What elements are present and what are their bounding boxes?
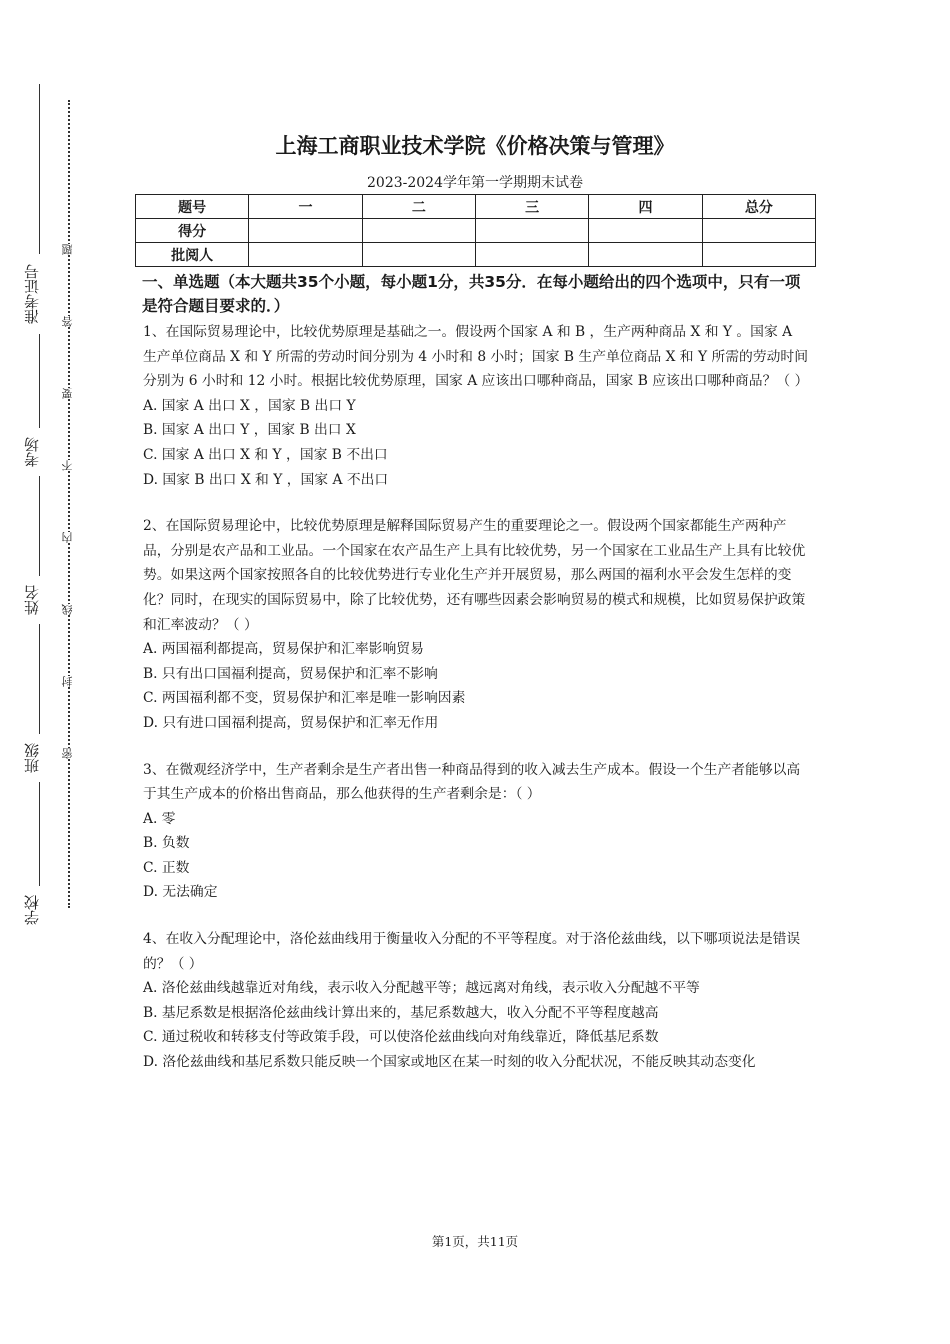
option-a: A. 国家 A 出口 X ，国家 B 出口 Y bbox=[143, 397, 356, 414]
class-label: 班级 bbox=[23, 743, 41, 773]
option-c: C. 国家 A 出口 X 和 Y ，国家 B 不出口 bbox=[143, 446, 388, 463]
score-table bbox=[135, 194, 816, 267]
option-a: A. 两国福利都提高，贸易保护和汇率影响贸易 bbox=[143, 641, 424, 658]
option-a: A. 洛伦兹曲线越靠近对角线，表示收入分配越平等；越远离对角线，表示收入分配越不平等 bbox=[143, 980, 700, 997]
question-2 bbox=[143, 514, 809, 735]
class-line bbox=[39, 624, 40, 734]
question-stem: 1、在国际贸易理论中，比较优势原理是基础之一。假设两个国家 A 和 B ，生产两种商品 X 和 Y 。国家 A 生产单位商品 X 和 Y 所需的劳动时间分别为 4 小时和 8 小时；国家 B 生产单位商品 X 和 Y 所需的劳动时间分别为 6 小时和 12 小时。根据比较优势原理，国家 A 应该出口哪种商品，国家 B 应该出口哪种商品？（ ） bbox=[143, 324, 809, 390]
question-stem: 4、在收入分配理论中，洛伦兹曲线用于衡量收入分配的不平等程度。对于洛伦兹曲线，以下哪项说法是错误的？（ ） bbox=[143, 931, 801, 972]
option-d: D. 无法确定 bbox=[143, 884, 218, 901]
seal-char: 不 bbox=[61, 460, 74, 471]
score-row bbox=[136, 219, 816, 243]
score-header-cell: 三 bbox=[475, 195, 588, 219]
option-b: B. 只有出口国福利提高，贸易保护和汇率不影响 bbox=[143, 665, 438, 682]
score-cell bbox=[475, 219, 588, 243]
score-header-cell: 二 bbox=[362, 195, 475, 219]
option-b: B. 国家 A 出口 Y ，国家 B 出口 X bbox=[143, 422, 356, 439]
grader-cell bbox=[702, 243, 815, 267]
seal-char: 线 bbox=[61, 604, 74, 615]
exam-number-label: 准考证号 bbox=[23, 264, 41, 324]
score-header-cell: 一 bbox=[249, 195, 362, 219]
exam-subtitle: 2023-2024学年第一学期期末试卷 bbox=[367, 175, 583, 191]
score-header-cell: 四 bbox=[589, 195, 702, 219]
option-b: B. 负数 bbox=[143, 835, 190, 852]
exam-content bbox=[143, 270, 809, 1097]
grader-cell bbox=[249, 243, 362, 267]
seal-char: 要 bbox=[61, 388, 74, 399]
score-cell bbox=[589, 219, 702, 243]
score-cell bbox=[362, 219, 475, 243]
grader-row-label: 批阅人 bbox=[136, 243, 249, 267]
binding-margin bbox=[0, 0, 80, 1344]
score-row-label: 得分 bbox=[136, 219, 249, 243]
option-d: D. 只有进口国福利提高，贸易保护和汇率无作用 bbox=[143, 714, 439, 731]
name-line bbox=[39, 476, 40, 576]
name-label: 姓名 bbox=[23, 585, 41, 615]
option-d: D. 国家 B 出口 X 和 Y ，国家 A 不出口 bbox=[143, 471, 389, 488]
option-a: A. 零 bbox=[143, 810, 176, 827]
grader-cell bbox=[475, 243, 588, 267]
score-header-cell: 题号 bbox=[136, 195, 249, 219]
page-footer: 第1页，共11页 bbox=[431, 1234, 519, 1249]
question-stem: 2、在国际贸易理论中，比较优势原理是解释国际贸易产生的重要理论之一。假设两个国家都能生产两种产品，分别是农产品和工业品。一个国家在农产品生产上具有比较优势，另一个国家在工业品生产上具有比较优势。如果这两个国家按照各自的比较优势进行专业化生产并开展贸易，那么两国的福利水平会发生怎样的变化？同时，在现实的国际贸易中，除了比较优势，还有哪些因素会影响贸易的模式和规模，比如贸易保护政策和汇率波动？（ ） bbox=[143, 518, 806, 633]
option-c: C. 两国福利都不变，贸易保护和汇率是唯一影响因素 bbox=[143, 690, 466, 707]
score-cell bbox=[702, 219, 815, 243]
exam-number-line bbox=[39, 84, 40, 254]
option-d: D. 洛伦兹曲线和基尼系数只能反映一个国家或地区在某一时刻的收入分配状况，不能反映其动态变化 bbox=[143, 1054, 756, 1071]
seal-dotted-line bbox=[68, 100, 70, 908]
seal-char: 内 bbox=[61, 532, 74, 543]
question-3 bbox=[143, 758, 809, 906]
exam-room-label: 考场 bbox=[23, 437, 41, 467]
question-4 bbox=[143, 927, 809, 1075]
seal-char: 封 bbox=[61, 676, 74, 687]
seal-char: 答 bbox=[61, 316, 74, 327]
option-b: B. 基尼系数是根据洛伦兹曲线计算出来的，基尼系数越大，收入分配不平等程度越高 bbox=[143, 1004, 659, 1021]
exam-room-line bbox=[39, 334, 40, 428]
seal-char: 题 bbox=[61, 244, 74, 255]
school-line bbox=[39, 782, 40, 886]
score-table-header-row bbox=[136, 195, 816, 219]
score-cell bbox=[249, 219, 362, 243]
section-heading: 一、单选题（本大题共35个小题，每小题1分，共35分．在每小题给出的四个选项中，只有一项是符合题目要求的．） bbox=[142, 273, 801, 315]
grader-row bbox=[136, 243, 816, 267]
score-header-cell: 总分 bbox=[702, 195, 815, 219]
question-1 bbox=[143, 320, 809, 492]
exam-title: 上海工商职业技术学院《价格决策与管理》 bbox=[275, 134, 675, 158]
grader-cell bbox=[589, 243, 702, 267]
option-c: C. 正数 bbox=[143, 859, 190, 876]
grader-cell bbox=[362, 243, 475, 267]
school-label: 学校 bbox=[23, 895, 41, 925]
seal-char: 密 bbox=[61, 748, 74, 759]
option-c: C. 通过税收和转移支付等政策手段，可以使洛伦兹曲线向对角线靠近，降低基尼系数 bbox=[143, 1029, 659, 1046]
question-stem: 3、在微观经济学中，生产者剩余是生产者出售一种商品得到的收入减去生产成本。假设一个生产者能够以高于其生产成本的价格出售商品，那么他获得的生产者剩余是：（ ） bbox=[143, 761, 801, 803]
